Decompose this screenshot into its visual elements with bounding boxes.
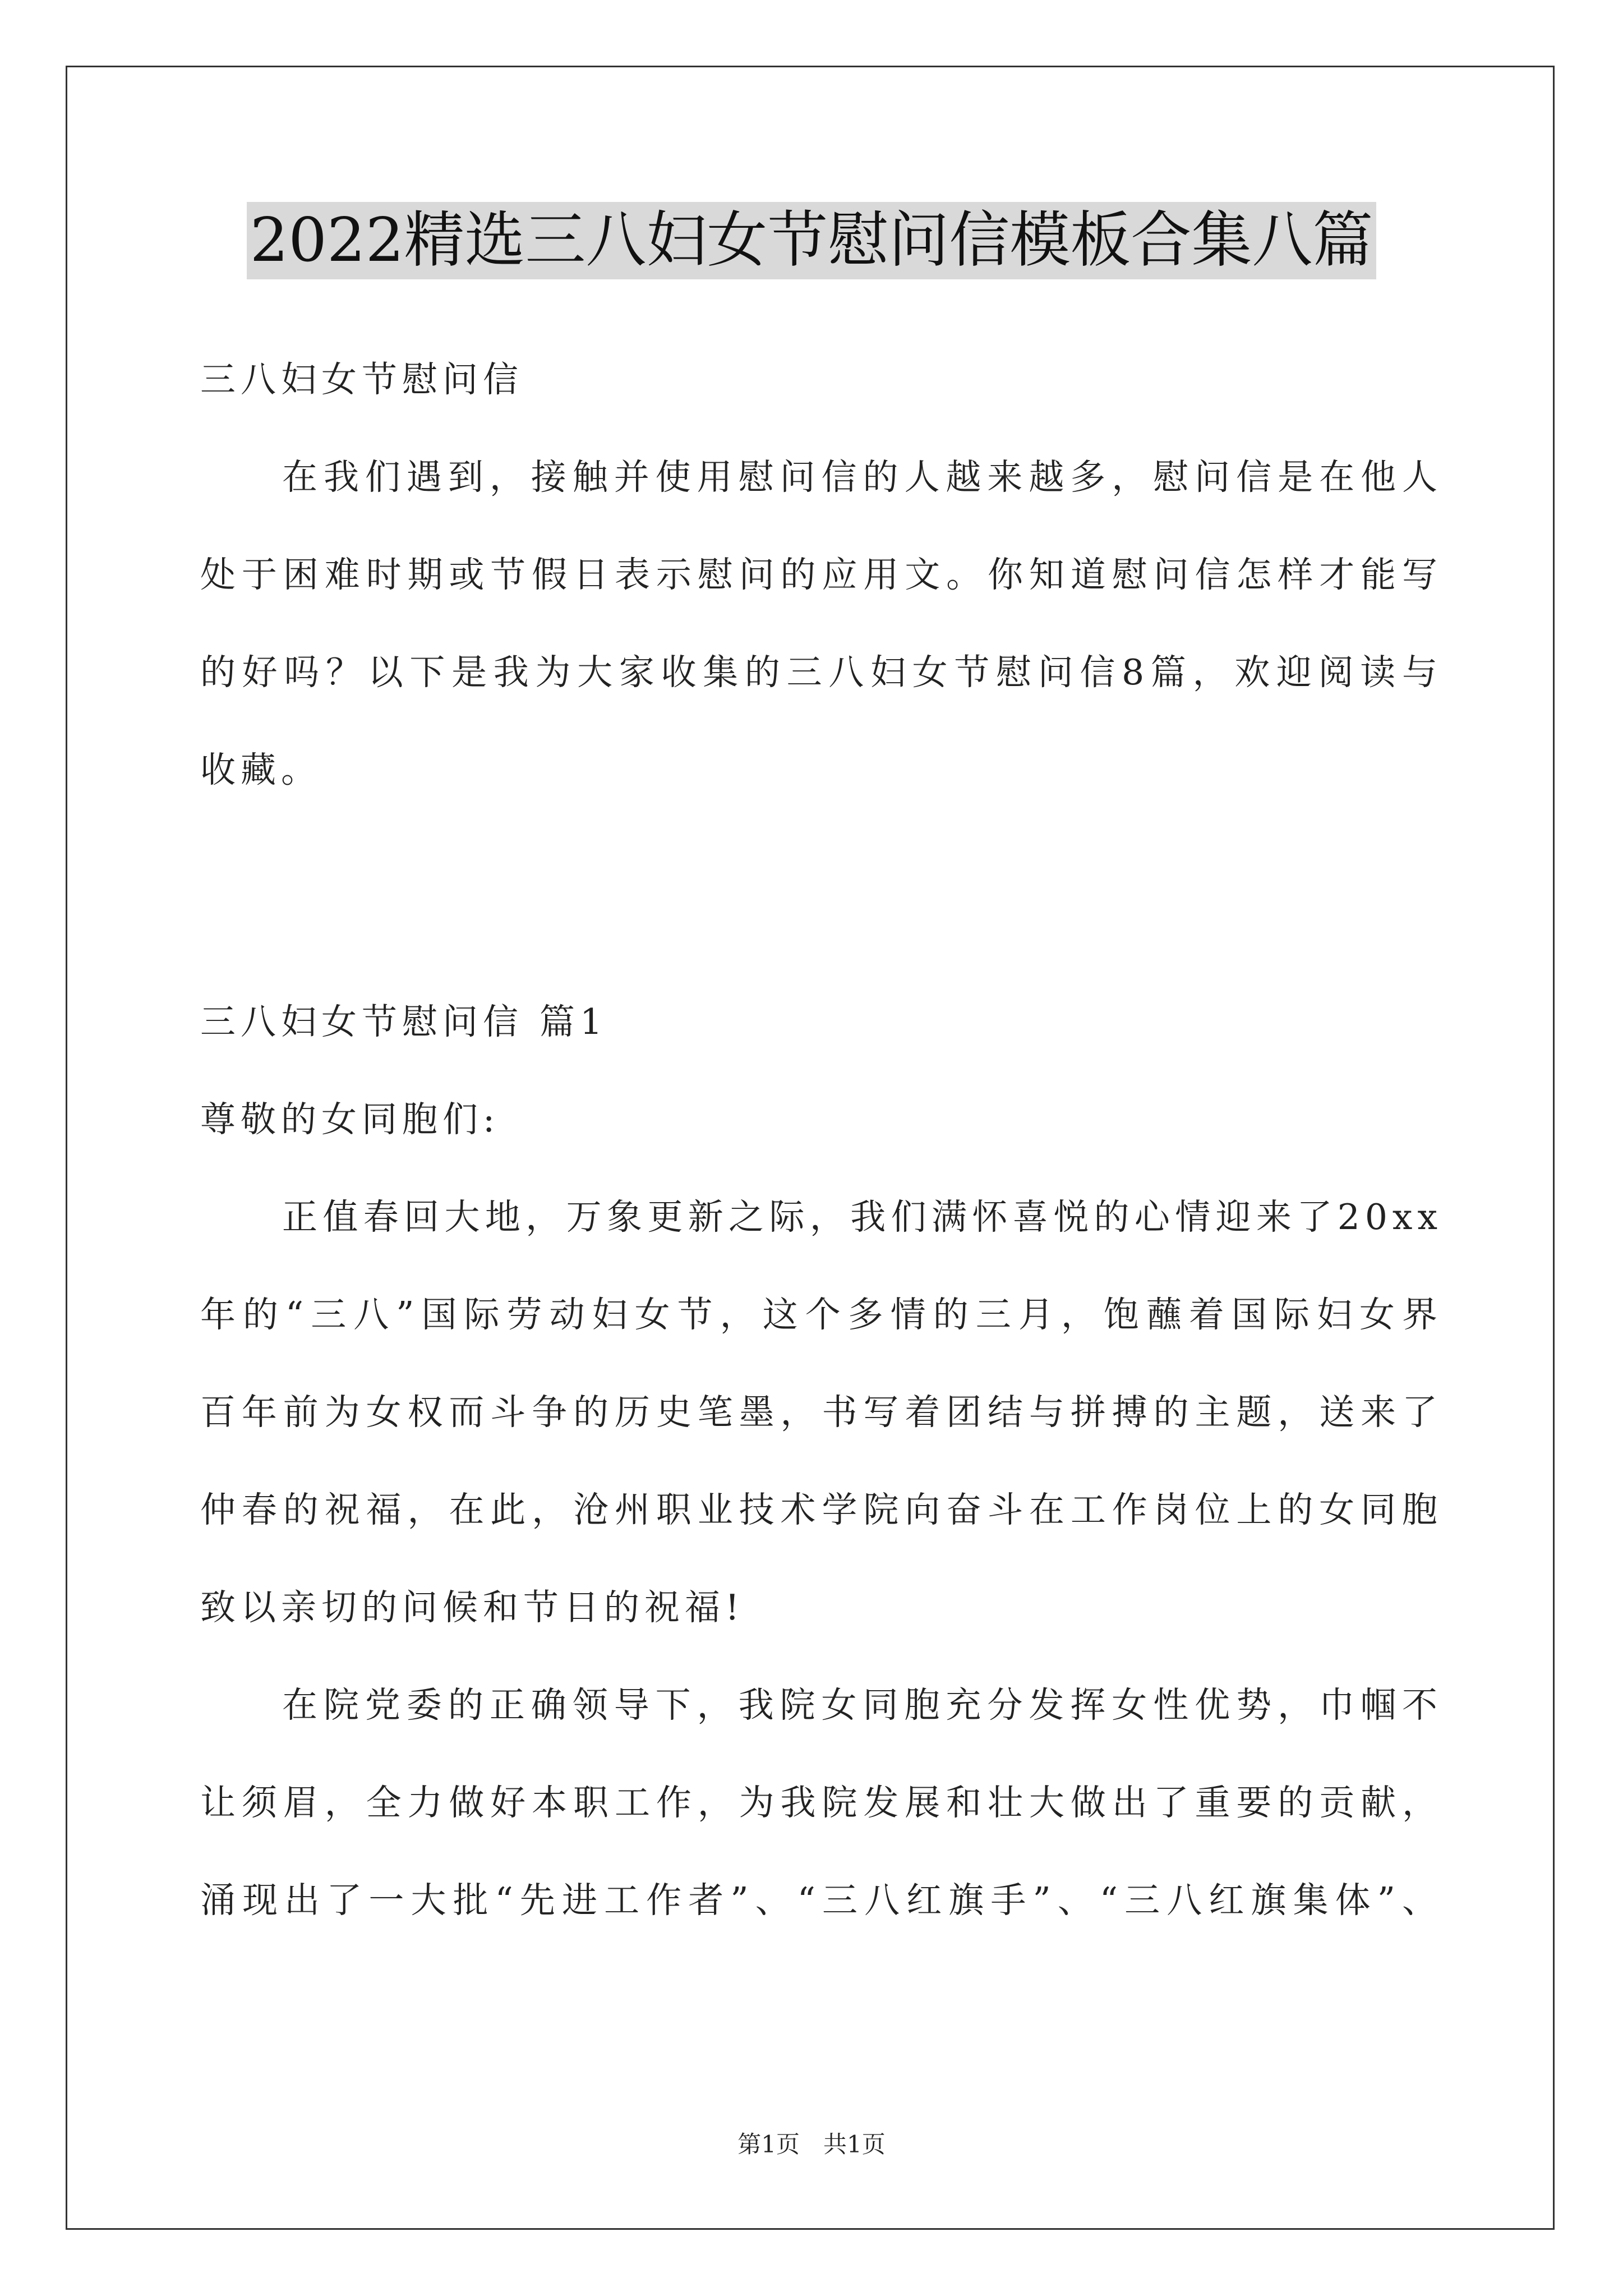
paragraph2-line: 让须眉，全力做好本职工作，为我院发展和壮大做出了重要的贡献， [200, 1782, 1442, 1823]
page-footer: 第1页 共1页 [737, 2131, 886, 2158]
paragraph2-line: 在院党委的正确领导下，我院女同胞充分发挥女性优势，巾帼不 [282, 1685, 1442, 1726]
paragraph1-line: 年的“三八”国际劳动妇女节，这个多情的三月，饱蘸着国际妇女界 [200, 1294, 1442, 1335]
intro-heading: 三八妇女节慰问信 [200, 359, 523, 400]
paragraph1-line: 百年前为女权而斗争的历史笔墨，书写着团结与拼搏的主题，送来了 [200, 1392, 1442, 1433]
letter-section [200, 973, 1442, 1949]
salutation: 尊敬的女同胞们: [200, 1099, 500, 1140]
paragraph1-line: 正值春回大地，万象更新之际，我们满怀喜悦的心情迎来了20xx [282, 1197, 1442, 1237]
paragraph1-line: 致以亲切的问候和节日的祝福! [200, 1587, 745, 1628]
intro-section [200, 331, 1442, 819]
section-heading: 三八妇女节慰问信 篇1 [200, 1001, 608, 1042]
intro-line: 收藏。 [200, 749, 321, 790]
intro-line: 的好吗？以下是我为大家收集的三八妇女节慰问信8篇，欢迎阅读与 [200, 652, 1442, 693]
intro-line: 处于困难时期或节假日表示慰问的应用文。你知道慰问信怎样才能写 [200, 554, 1442, 595]
paragraph2-line: 涌现出了一大批“先进工作者”、“三八红旗手”、“三八红旗集体”、 [200, 1880, 1442, 1921]
intro-line: 在我们遇到，接触并使用慰问信的人越来越多，慰问信是在他人 [282, 457, 1442, 498]
paragraph1-line: 仲春的祝福，在此，沧州职业技术学院向奋斗在工作岗位上的女同胞 [200, 1489, 1442, 1530]
title-container [0, 202, 1623, 279]
document-title: 2022精选三八妇女节慰问信模板合集八篇 [247, 202, 1377, 279]
